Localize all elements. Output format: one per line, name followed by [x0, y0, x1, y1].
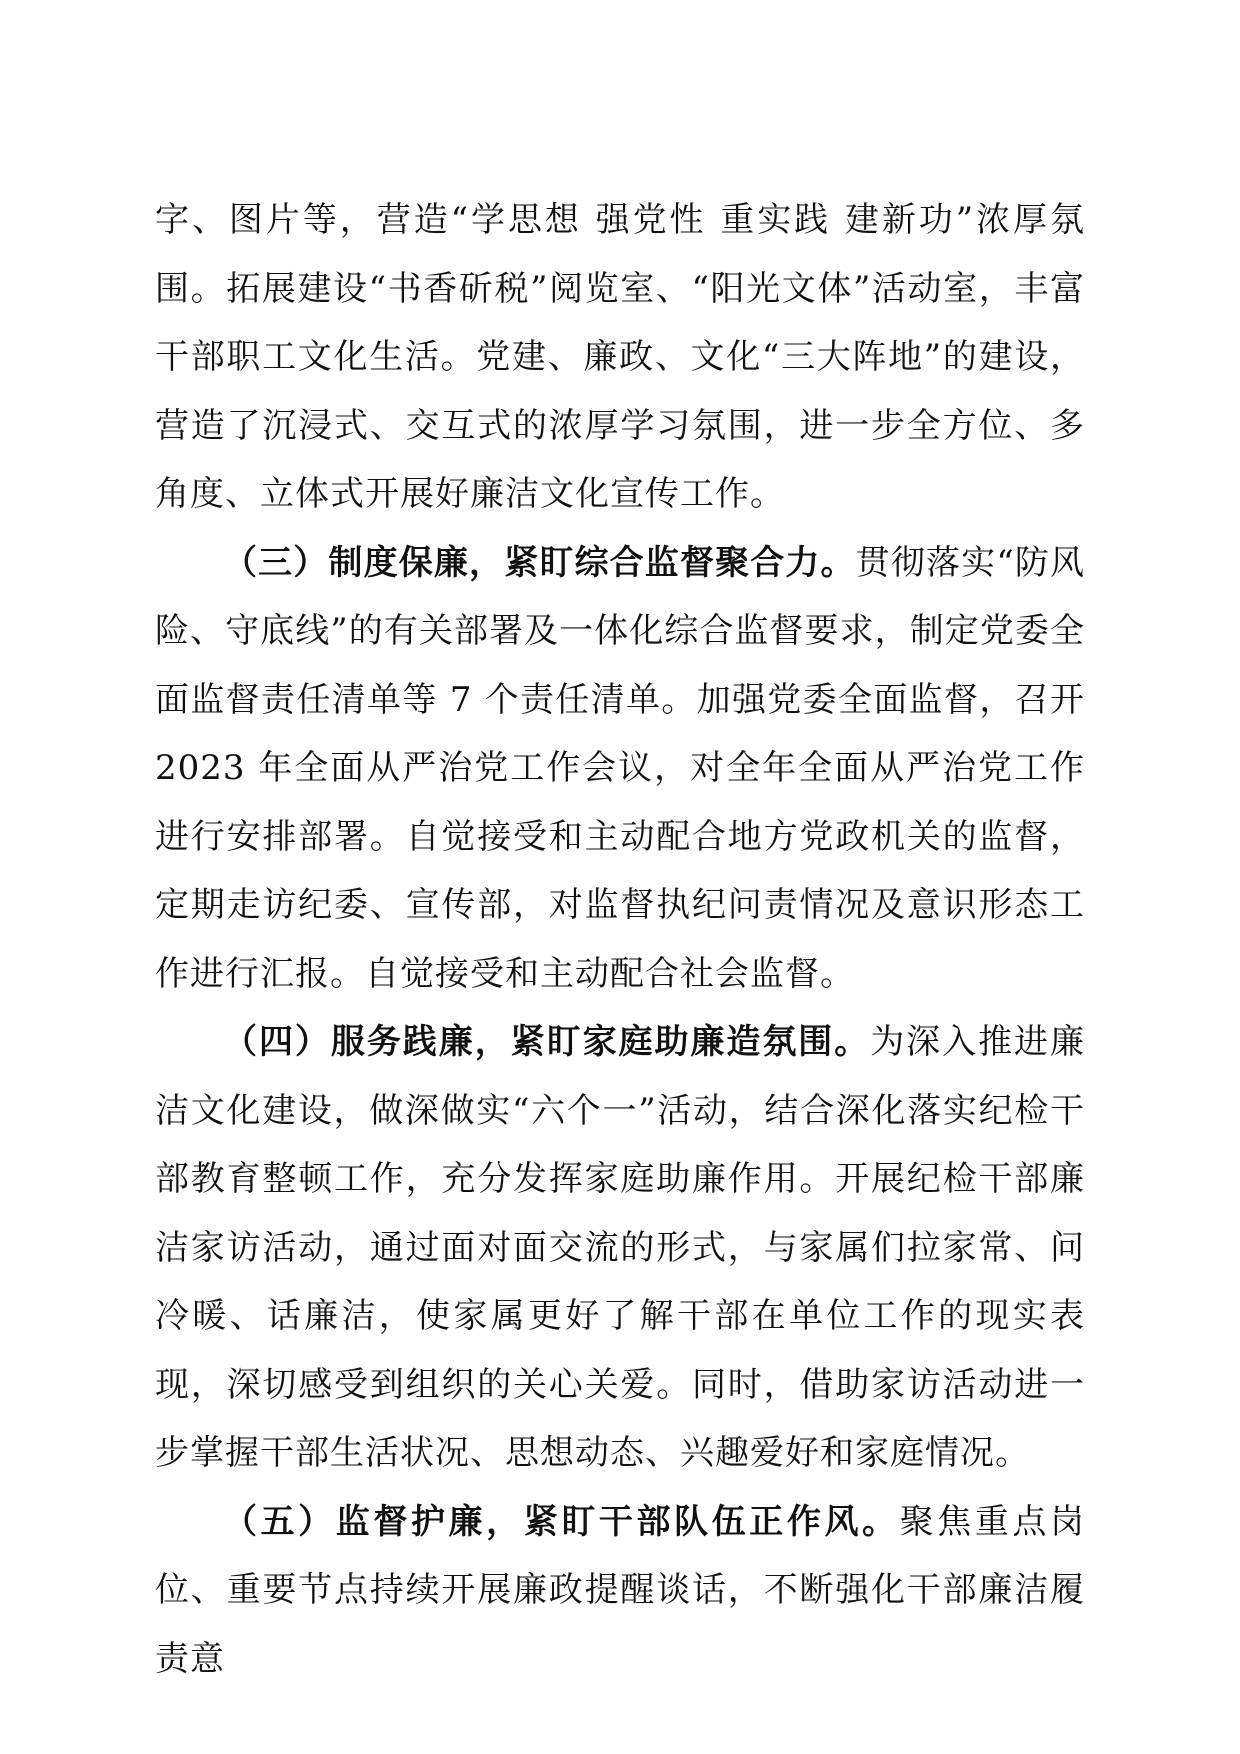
paragraph-section-5	[155, 1488, 1085, 1694]
paragraph-section-3	[155, 529, 1085, 1009]
paragraph-text: 贯彻落实“防风险、守底线”的有关部署及一体化综合监督要求，制定党委全面监督责任清单等 7 个责任清单。加强党委全面监督，召开 2023 年全面从严治党工作会议，对全年全面从严治党工作进行安排部署。自觉接受和主动配合地方党政机关的监督，定期走访纪委、宣传部，对监督执纪问责情况及意识形态工作进行汇报。自觉接受和主动配合社会监督。	[155, 542, 1086, 994]
paragraph-continuation	[155, 186, 1085, 529]
section-heading: （三）制度保廉，紧盯综合监督聚合力。	[223, 542, 856, 583]
paragraph-section-4	[155, 1008, 1085, 1488]
paragraph-text: 聚焦重点岗位、重要节点持续开展廉政提醒谈话，不断强化干部廉洁履责意	[155, 1501, 1086, 1679]
paragraph-text: 字、图片等，营造“学思想 强党性 重实践 建新功”浓厚氛围。拓展建设“书香斫税”阅览室、“阳光文体”活动室，丰富干部职工文化生活。党建、廉政、文化“三大阵地”的建设，营造了沉浸式、交互式的浓厚学习氛围，进一步全方位、多角度、立体式开展好廉洁文化宣传工作。	[155, 200, 1085, 514]
paragraph-text: 为深入推进廉洁文化建设，做深做实“六个一”活动，结合深化落实纪检干部教育整顿工作，充分发挥家庭助廉作用。开展纪检干部廉洁家访活动，通过面对面交流的形式，与家属们拉家常、问冷暖、话廉洁，使家属更好了解干部在单位工作的现实表现，深切感受到组织的关心关爱。同时，借助家访活动进一步掌握干部生活状况、思想动态、兴趣爱好和家庭情况。	[155, 1022, 1086, 1473]
section-heading: （五）监督护廉，紧盯干部队伍正作风。	[223, 1501, 900, 1542]
section-heading: （四）服务践廉，紧盯家庭助廉造氛围。	[223, 1022, 871, 1062]
body-text	[155, 186, 1085, 1693]
